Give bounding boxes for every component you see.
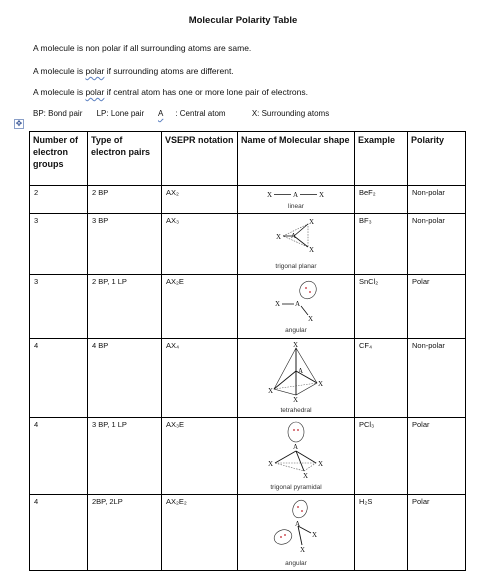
legend-bond-pair: BP: Bond pair <box>33 109 83 118</box>
cell-vsepr: AX₃ <box>162 214 238 275</box>
atom-x: X <box>312 531 318 539</box>
lone-pair-dot <box>280 536 282 538</box>
note-text: A molecule is <box>33 66 86 76</box>
header-vsepr: VSEPR notation <box>162 132 238 186</box>
cell-vsepr: AX₃E <box>162 418 238 495</box>
note-polar-different <box>33 66 234 76</box>
legend-central-text: : Central atom <box>175 109 226 118</box>
tetrahedral-diagram <box>238 339 355 416</box>
cell-polarity: Polar <box>408 495 466 571</box>
table-row <box>30 214 466 275</box>
cell-example: BeF₂ <box>355 186 408 214</box>
lone-pair-dot <box>297 429 299 431</box>
note-nonpolar <box>33 43 251 53</box>
lone-pair-dot <box>297 506 299 508</box>
atom-x: X <box>318 460 324 468</box>
shape-caption: tetrahedral <box>280 407 312 414</box>
cell-pairs: 2 BP, 1 LP <box>88 275 162 339</box>
shape-caption: angular <box>285 327 307 334</box>
table-row <box>30 186 466 214</box>
spellcheck-word[interactable]: polar <box>85 66 105 76</box>
cell-example: BF₃ <box>355 214 408 275</box>
polarity-table <box>29 131 466 571</box>
atom-a: A <box>295 520 301 528</box>
table-header-row <box>30 132 466 186</box>
cell-pairs: 3 BP, 1 LP <box>88 418 162 495</box>
cell-pairs: 3 BP <box>88 214 162 275</box>
cell-groups: 4 <box>30 339 88 418</box>
atom-x: X <box>275 300 281 308</box>
header-shape: Name of Molecular shape <box>238 132 355 186</box>
legend-surrounding-atoms: X: Surrounding atoms <box>251 109 330 118</box>
cell-pairs: 2BP, 2LP <box>88 495 162 571</box>
cell-groups: 4 <box>30 418 88 495</box>
cell-pairs: 2 BP <box>88 186 162 214</box>
atom-x: X <box>300 546 306 554</box>
header-pairs: Type of electron pairs <box>88 132 162 186</box>
atom-a: A <box>298 367 304 375</box>
cell-groups: 3 <box>30 214 88 275</box>
legend-lone-pair: LP: Lone pair <box>96 109 145 118</box>
cell-shape <box>238 275 355 339</box>
shape-caption: trigonal pyramidal <box>270 484 322 491</box>
move-cross-icon[interactable]: ✥ <box>15 119 23 128</box>
cell-polarity: Polar <box>408 418 466 495</box>
trigonal-planar-diagram <box>238 214 355 273</box>
cell-groups: 4 <box>30 495 88 571</box>
cell-vsepr: AX₄ <box>162 339 238 418</box>
atom-x: X <box>319 191 325 199</box>
lone-pair-dot <box>309 291 311 293</box>
atom-x: X <box>268 387 274 395</box>
lone-pair-dot <box>284 534 286 536</box>
note-text: if surrounding atoms are different. <box>104 66 234 76</box>
atom-x: X <box>303 472 309 480</box>
cell-example: PCl₃ <box>355 418 408 495</box>
cell-shape <box>238 186 355 214</box>
header-polarity: Polarity <box>408 132 466 186</box>
cell-groups: 3 <box>30 275 88 339</box>
atom-a: A <box>291 232 297 240</box>
spellcheck-word[interactable]: polar <box>85 87 105 97</box>
spellcheck-word[interactable]: A <box>157 109 164 118</box>
cell-example: SnCl₂ <box>355 275 408 339</box>
atom-x: X <box>267 191 273 199</box>
cell-polarity: Non-polar <box>408 186 466 214</box>
angular-two-lone-pairs-diagram <box>238 495 355 569</box>
table-row <box>30 339 466 418</box>
lone-pair-dot <box>305 287 307 289</box>
atom-a: A <box>293 191 299 199</box>
angular-lone-pair-diagram <box>238 275 355 337</box>
table-row <box>30 418 466 495</box>
header-example: Example <box>355 132 408 186</box>
note-text: if central atom has one or more lone pair of electrons. <box>104 87 308 97</box>
cell-polarity: Polar <box>408 275 466 339</box>
abbreviation-legend <box>33 109 341 118</box>
cell-shape <box>238 214 355 275</box>
atom-x: X <box>276 233 282 241</box>
cell-example: CF₄ <box>355 339 408 418</box>
table-row <box>30 495 466 571</box>
legend-central-atom <box>158 109 238 118</box>
cell-shape <box>238 495 355 571</box>
atom-x: X <box>318 380 324 388</box>
header-groups: Number of electron groups <box>30 132 88 186</box>
table-row <box>30 275 466 339</box>
cell-groups: 2 <box>30 186 88 214</box>
shape-caption: angular <box>285 560 307 567</box>
note-text: A molecule is <box>33 87 86 97</box>
atom-a: A <box>293 443 299 451</box>
shape-caption: trigonal planar <box>275 263 317 270</box>
atom-x: X <box>268 460 274 468</box>
cell-shape <box>238 339 355 418</box>
cell-polarity: Non-polar <box>408 339 466 418</box>
cell-pairs: 4 BP <box>88 339 162 418</box>
page-title: Molecular Polarity Table <box>188 15 298 26</box>
atom-x: X <box>293 396 299 404</box>
atom-x: X <box>293 341 299 349</box>
atom-x: X <box>309 246 315 254</box>
lone-pair-dot <box>301 510 303 512</box>
atom-a: A <box>295 300 301 308</box>
note-polar-lone-pair <box>33 87 308 97</box>
cell-vsepr: AX₂ <box>162 186 238 214</box>
linear-diagram <box>238 186 355 212</box>
cell-vsepr: AX₂E₂ <box>162 495 238 571</box>
lone-pair-dot <box>293 429 295 431</box>
atom-x: X <box>308 315 314 323</box>
trigonal-pyramidal-diagram <box>238 418 355 493</box>
cell-example: H₂S <box>355 495 408 571</box>
cell-shape <box>238 418 355 495</box>
note-text: A molecule is non polar if all surrounding atoms are same. <box>33 43 252 53</box>
shape-caption: linear <box>288 203 304 210</box>
cell-vsepr: AX₂E <box>162 275 238 339</box>
cell-polarity: Non-polar <box>408 214 466 275</box>
atom-x: X <box>309 218 315 226</box>
